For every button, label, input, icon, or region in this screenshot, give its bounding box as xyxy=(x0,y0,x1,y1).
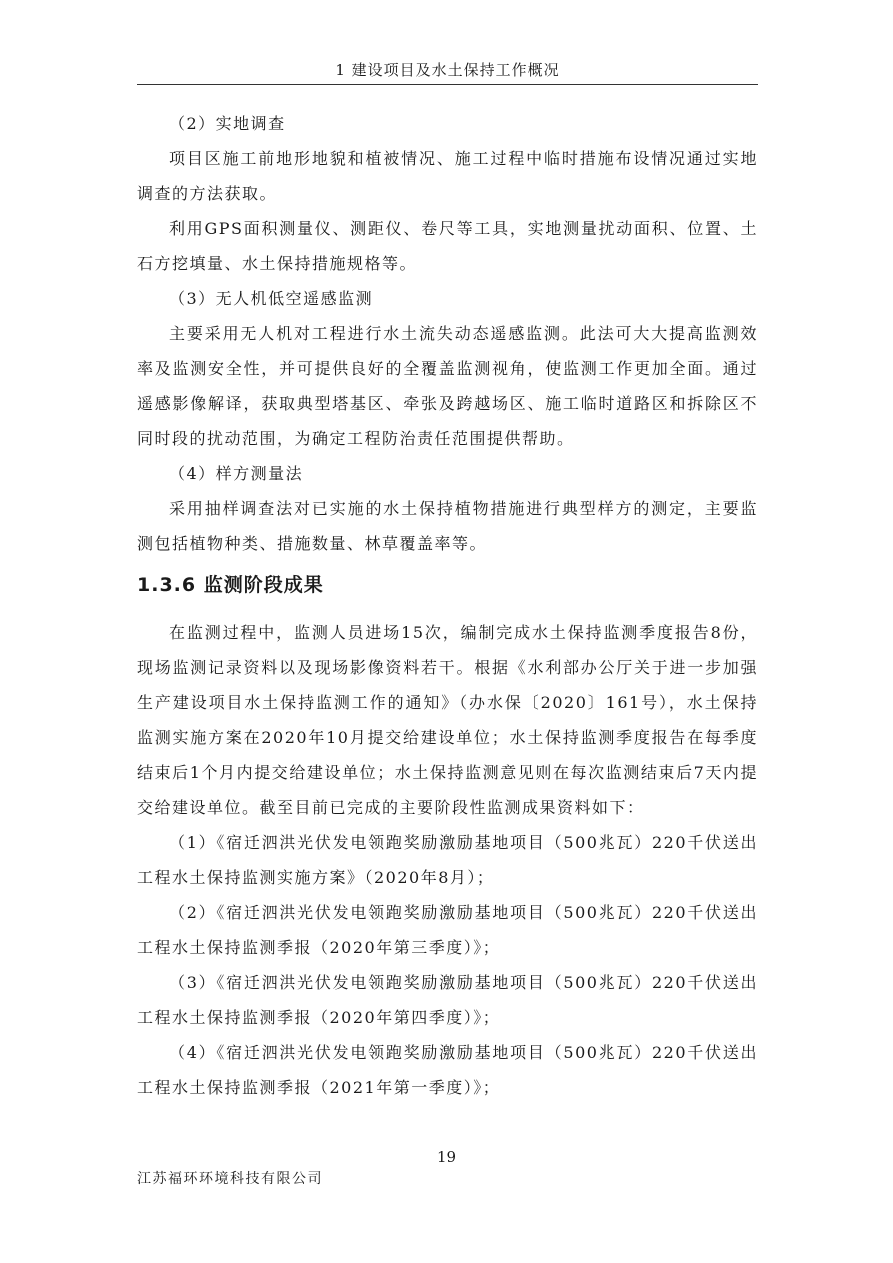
page-header-title: 1 建设项目及水土保持工作概况 xyxy=(335,61,560,79)
paragraph: 在监测过程中，监测人员进场15次，编制完成水土保持监测季度报告8份，现场监测记录资料以及现场影像资料若干。根据《水利部办公厅关于进一步加强生产建设项目水土保持监测工作的通知》（办水保〔2020〕161号），水土保持监测实施方案在2020年10月提交给建设单位；水土保持监测季度报告在每季度结束后1个月内提交给建设单位；水土保持监测意见则在每次监测结束后7天内提交给建设单位。截至目前已完成的主要阶段性监测成果资料如下： xyxy=(137,623,758,817)
paragraph: 主要采用无人机对工程进行水土流失动态遥感监测。此法可大大提高监测效率及监测安全性，并可提供良好的全覆盖监测视角，使监测工作更加全面。通过遥感影像解译，获取典型塔基区、牵张及跨越场区、施工临时道路区和拆除区不同时段的扰动范围，为确定工程防治责任范围提供帮助。 xyxy=(137,324,758,448)
document-body xyxy=(137,106,758,1105)
paragraph: 项目区施工前地形地貌和植被情况、施工过程中临时措施布设情况通过实地调查的方法获取。 xyxy=(137,149,758,203)
footer-company-name: 江苏福环环境科技有限公司 xyxy=(137,1171,323,1187)
section-heading: 1.3.6 监测阶段成果 xyxy=(137,574,324,596)
subsection-title-field-survey: （2）实地调查 xyxy=(169,114,286,133)
result-list-item: （2）《宿迁泗洪光伏发电领跑奖励激励基地项目（500兆瓦）220千伏送出工程水土保持监测季报（2020年第三季度）》； xyxy=(137,903,758,957)
header-divider xyxy=(137,84,758,85)
result-list-item: （3）《宿迁泗洪光伏发电领跑奖励激励基地项目（500兆瓦）220千伏送出工程水土保持监测季报（2020年第四季度）》； xyxy=(137,973,758,1027)
page-number: 19 xyxy=(436,1148,457,1166)
result-list-item: （1）《宿迁泗洪光伏发电领跑奖励激励基地项目（500兆瓦）220千伏送出工程水土保持监测实施方案》（2020年8月）； xyxy=(137,833,758,887)
subsection-title-drone-monitoring: （3）无人机低空遥感监测 xyxy=(169,289,374,308)
paragraph: 利用GPS面积测量仪、测距仪、卷尺等工具，实地测量扰动面积、位置、土石方挖填量、水土保持措施规格等。 xyxy=(137,219,758,273)
paragraph: 采用抽样调查法对已实施的水土保持植物措施进行典型样方的测定，主要监测包括植物种类、措施数量、林草覆盖率等。 xyxy=(137,499,758,553)
subsection-title-sample-plot: （4）样方测量法 xyxy=(169,464,304,483)
result-list-item: （4）《宿迁泗洪光伏发电领跑奖励激励基地项目（500兆瓦）220千伏送出工程水土保持监测季报（2021年第一季度）》； xyxy=(137,1043,758,1097)
